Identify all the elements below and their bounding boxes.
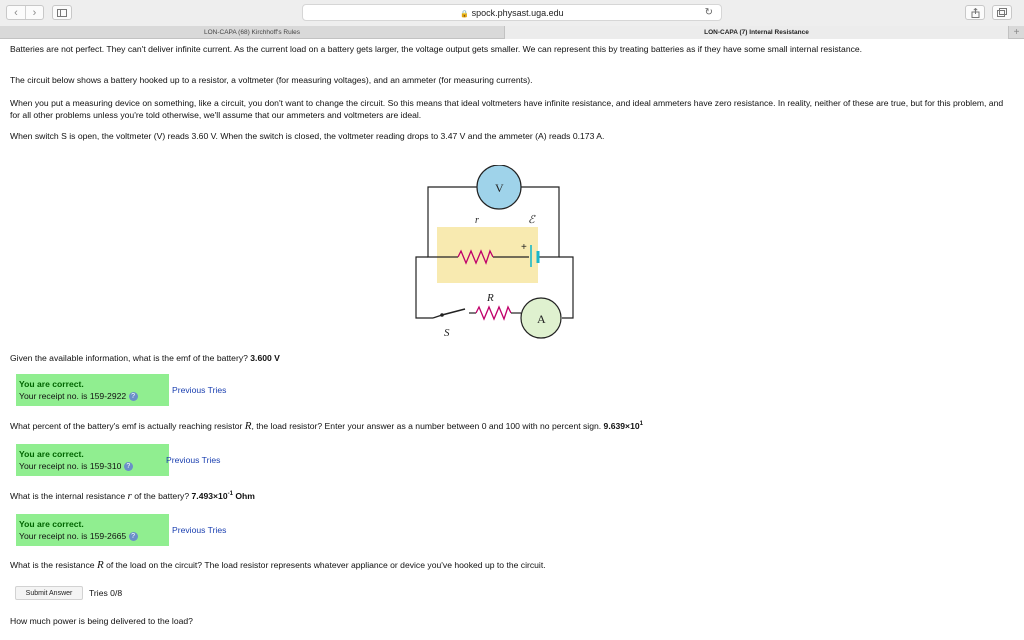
question-2 — [10, 420, 1010, 432]
q3-previous-tries-link[interactable]: Previous Tries — [172, 525, 227, 535]
q2-correct-box — [16, 444, 169, 476]
q2-answer-mantissa: 9.639×10 — [603, 421, 640, 431]
sidebar-icon[interactable] — [52, 5, 72, 20]
tab-kirchhoffs-rules[interactable]: LON-CAPA (68) Kirchhoff's Rules — [203, 29, 300, 36]
q2-status: You are correct. — [19, 449, 84, 459]
voltmeter-label: V — [495, 181, 504, 195]
back-icon[interactable]: ‹ — [14, 6, 18, 19]
q2-help-icon[interactable]: ? — [124, 462, 133, 471]
q3-text-b: of the battery? — [134, 491, 190, 501]
address-bar[interactable] — [302, 4, 722, 21]
q3-text-a: What is the internal resistance — [10, 491, 126, 501]
q1-receipt: Your receipt no. is 159-2922 — [19, 391, 127, 401]
new-tab-icon[interactable]: + — [1013, 27, 1020, 38]
reload-icon[interactable]: ↻ — [704, 7, 713, 18]
q3-answer-exp: -1 — [227, 491, 233, 498]
label-load-R: R — [487, 292, 494, 304]
tabs-overview-icon[interactable] — [992, 5, 1012, 20]
tab-bar — [0, 26, 1024, 39]
q4-tries-count: Tries 0/8 — [89, 588, 123, 598]
intro-paragraph-2: The circuit below shows a battery hooked up to a resistor, a voltmeter (for measuring voltages), and an ammeter (for measuring currents). — [10, 75, 533, 85]
q1-previous-tries-link[interactable]: Previous Tries — [172, 385, 227, 395]
left-outer-wire — [416, 257, 433, 318]
tab-internal-resistance[interactable]: LON-CAPA (7) Internal Resistance — [504, 26, 1009, 39]
question-3 — [10, 490, 1010, 502]
q3-answer-unit: Ohm — [235, 491, 255, 501]
question-4 — [10, 559, 1010, 571]
submit-answer-button[interactable]: Submit Answer — [15, 586, 83, 600]
q1-text: Given the available information, what is the emf of the battery? — [10, 353, 248, 363]
battery-plus-sign: + — [521, 242, 527, 253]
q2-var: R — [244, 420, 252, 432]
share-icon[interactable] — [965, 5, 985, 20]
q2-text-b: , the load resistor? Enter your answer as a number between 0 and 100 with no percent sign. — [251, 421, 602, 431]
switch-arm[interactable] — [442, 309, 465, 315]
nav-buttons — [6, 5, 44, 20]
q1-status: You are correct. — [19, 379, 84, 389]
intro-paragraph-3: When you put a measuring device on something, like a circuit, you don't want to change the circuit. So this means that ideal voltmeters have infinite resistance, and ideal ammeters have zero resistance. In reality, neither of these are true, but for this problem, and for all other problems unless you're told otherwise, we'll assume that our ammeters and voltmeters are ideal. — [10, 98, 1004, 120]
label-internal-r: r — [475, 215, 479, 226]
right-outer-wire — [559, 257, 573, 318]
intro-paragraph-4: When switch S is open, the voltmeter (V) reads 3.60 V. When the switch is closed, the voltmeter reading drops to 3.47 V and the ammeter (A) reads 0.173 A. — [10, 131, 605, 141]
battery-box — [437, 227, 538, 283]
q1-help-icon[interactable]: ? — [129, 392, 138, 401]
q2-answer — [604, 421, 643, 431]
q3-answer-mantissa: 7.493×10 — [191, 491, 228, 501]
q3-var: r — [127, 490, 132, 502]
ammeter-label: A — [537, 312, 546, 326]
label-emf: ℰ — [528, 214, 535, 226]
q3-receipt-line — [19, 530, 169, 542]
q3-receipt: Your receipt no. is 159-2665 — [19, 531, 127, 541]
q1-answer: 3.600 V — [250, 353, 280, 363]
q2-receipt-line — [19, 460, 169, 472]
circuit-diagram — [413, 165, 575, 343]
q4-text-b: of the load on the circuit? The load resistor represents whatever appliance or device you've hooked up to the circuit. — [106, 560, 546, 570]
q2-answer-exp: 1 — [639, 421, 643, 428]
q4-text-a: What is the resistance — [10, 560, 95, 570]
q3-correct-box — [16, 514, 169, 546]
question-1 — [10, 352, 1010, 364]
forward-icon[interactable]: › — [25, 6, 43, 19]
intro-paragraph-1: Batteries are not perfect. They can't deliver infinite current. As the current load on a battery gets larger, the voltage output gets smaller. We can represent this by treating batteries as if they have some small internal resistance. — [10, 44, 863, 54]
lock-icon: 🔒 — [460, 11, 470, 18]
q3-status: You are correct. — [19, 519, 84, 529]
switch-pivot — [440, 313, 444, 317]
address-text — [303, 8, 721, 18]
q1-correct-box — [16, 374, 169, 406]
load-resistor-R — [476, 307, 511, 319]
url-label: spock.physast.uga.edu — [471, 8, 564, 18]
q2-receipt: Your receipt no. is 159-310 — [19, 461, 122, 471]
q4-var: R — [96, 559, 104, 571]
question-5: How much power is being delivered to the load? — [10, 616, 193, 626]
q2-previous-tries-link[interactable]: Previous Tries — [166, 455, 221, 465]
q3-answer — [192, 491, 255, 501]
q2-text-a: What percent of the battery's emf is actually reaching resistor — [10, 421, 243, 431]
q3-help-icon[interactable]: ? — [129, 532, 138, 541]
label-switch-s: S — [444, 327, 450, 339]
q1-receipt-line — [19, 390, 169, 402]
browser-toolbar — [0, 0, 1024, 26]
